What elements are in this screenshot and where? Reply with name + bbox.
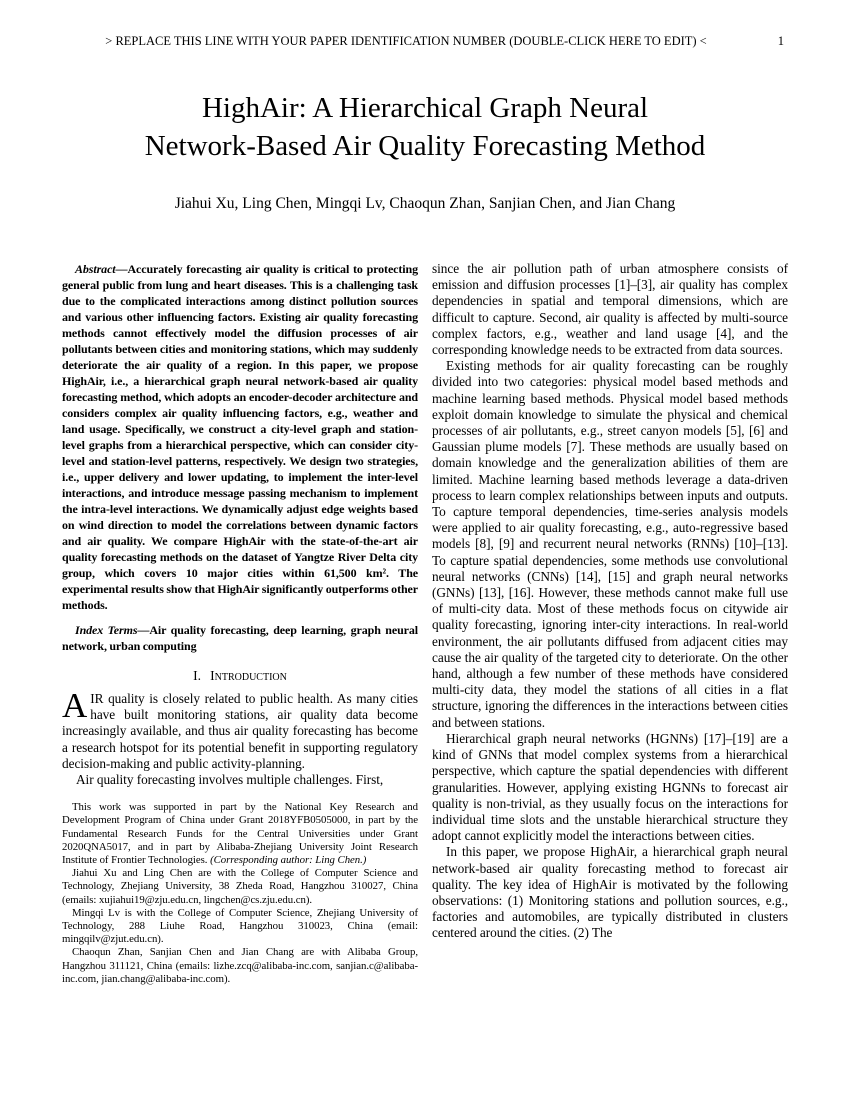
right-paragraph-1: since the air pollution path of urban atmosphere consists of emission and diffusion processes [1]–[3], air quality has complex dependencies in spatial and temporal dimensions, which are difficult to capture. Second, air quality is affected by multi-source complex factors, e.g., weather and land usage [4], and the corresponding knowledge needs to be extracted from data sources. [432, 261, 788, 358]
right-column [432, 261, 788, 986]
page-number: 1 [777, 34, 784, 48]
paper-title-line2: Network-Based Air Quality Forecasting Method [144, 130, 706, 162]
intro-paragraph-1 [62, 686, 418, 772]
author-list: Jiahui Xu, Ling Chen, Mingqi Lv, Chaoqun Zhan, Sanjian Chen, and Jian Chang [174, 195, 676, 212]
abstract-paragraph [62, 261, 418, 613]
affiliation-note-3: Chaoqun Zhan, Sanjian Chen and Jian Chang are with Alibaba Group, Hangzhou 311121, China (emails: lizhe.zcq@alibaba-inc.com, sanjian.c@alibaba-inc.com, jian.chang@alibaba-inc.com). [62, 946, 418, 985]
corresponding-author-note: (Corresponding author: Ling Chen.) [210, 854, 367, 867]
paper-title-line1: HighAir: A Hierarchical Graph Neural [201, 92, 649, 124]
index-terms-text: —Air quality forecasting, deep learning, graph neural network, urban computing [62, 623, 419, 653]
running-head: > REPLACE THIS LINE WITH YOUR PAPER IDENTIFICATION NUMBER (DOUBLE-CLICK HERE TO EDIT) < [105, 34, 707, 48]
paper-title [0, 89, 850, 165]
section-number: I. [193, 668, 202, 683]
affiliation-note-2: Mingqi Lv is with the College of Computer Science, Zhejiang University of Technology, 288 Liuhe Road, Hangzhou 310023, China (email: mingqilv@zjut.edu.cn). [62, 906, 418, 946]
index-terms-paragraph [62, 622, 418, 654]
right-paragraph-4: In this paper, we propose HighAir, a hierarchical graph neural network-based air quality forecasting method to forecast air quality. The key idea of HighAir is motivated by the following observations: (1) Monitoring stations and pollution sources, e.g., factories and automobiles, are typically distributed in clusters centered around the cities. (2) The [432, 844, 788, 941]
right-paragraph-2: Existing methods for air quality forecasting can be roughly divided into two categories: physical model based methods and machine learning based methods. Physical model based methods exploit domain knowledge to simulate the physical and chemical processes of air pollutants, e.g., street canyon models [5], [6] and Gaussian plume models [7]. These methods are usually based on domain knowledge and the generalization abilities of them are limited. Machine learning based methods leverage a data-driven process to learn complex relationships between inputs and outputs. To capture temporal dependencies, time-series analysis models were applied to air quality forecasting, e.g., auto-regressive based models [8], [9] and recurrent neural networks (RNNs) [10]–[13]. To capture spatial dependencies, some methods use convolutional neural networks (CNNs) [14], [15] and graph neural networks (GNNs) [13], [16]. However, these methods cannot make full use of multi-city data. Most of these methods focus on citywide air quality forecasting, ignoring inter-city interactions. In real-world environment, the air pollutants diffused from adjacent cities may cause the air quality of the targeted city to deteriorate. On the other hand, although a few number of these methods have considered multi-city data, they model the stations of all cities in a flat structure, ignoring the differences in the interactions between cities and between stations. [432, 358, 788, 730]
section-heading-introduction [62, 668, 418, 684]
funding-note-text: This work was supported in part by the National Key Research and Development Program of China under Grant 2018YFB0505000, in part by the Fundamental Research Funds for the Central Universities under Grant 2020QNA5017, and in part by Alibaba-Zhejiang University Joint Research Institute of Frontier Technologies. [62, 801, 418, 867]
intro-paragraph-2: Air quality forecasting involves multiple challenges. First, [76, 772, 384, 788]
intro-paragraph-1-text: IR quality is closely related to public health. As many cities have built monitoring stations, air quality data become increasingly available, and thus air quality forecasting has become a research hotspot for its potential benefit in supporting regulatory decision-making and public activity-planning. [62, 691, 418, 771]
section-title: Introduction [210, 668, 287, 683]
dropcap-letter: A [62, 686, 88, 725]
affiliation-note-1: Jiahui Xu and Ling Chen are with the College of Computer Science and Technology, Zhejiang University, 38 Zheda Road, Hangzhou 310027, China (emails: xujiahui19@zju.edu.cn, lingchen@cs.zju.edu.cn). [62, 867, 418, 906]
index-terms-label: Index Terms [75, 623, 138, 637]
funding-note [62, 801, 418, 867]
abstract-label: Abstract [75, 262, 116, 276]
first-page-footnote [62, 801, 418, 986]
left-column [62, 261, 418, 986]
abstract-text: —Accurately forecasting air quality is critical to protecting general public from lung and heart diseases. This is a challenging task due to the complicated interactions among distinct pollution sources and various other influencing factors. Existing air quality forecasting methods cannot effectively model the diffusion processes of air pollutants between cities and monitoring stations, which may suddenly deteriorate the air quality of a region. In this paper, we propose HighAir, i.e., a hierarchical graph neural network-based air quality forecasting method, which adopts an encoder-decoder architecture and considers complex air quality influencing factors, e.g., weather and land usage. Specifically, we construct a city-level graph and station-level graphs from a hierarchical perspective, which can consider city-level and station-level patterns, respectively. We design two strategies, i.e., upper delivery and lower updating, to implement the inter-level interactions, and introduce message passing mechanism to implement the intra-level interactions. We dynamically adjust edge weights based on wind direction to model the correlations between dynamic factors and air quality. We compare HighAir with the state-of-the-art air quality forecasting methods on the dataset of Yangtze River Delta city group, which covers 10 major cities within 61,500 km². The experimental results show that HighAir significantly outperforms other methods. [62, 262, 418, 612]
right-paragraph-3: Hierarchical graph neural networks (HGNNs) [17]–[19] are a kind of GNNs that model complex systems from a hierarchical perspective, which capture the spatial dependencies with different granularities. However, applying existing HGNNs to forecast air quality is non-trivial, as they usually focus on the interactions for individual time slots and the unstable hierarchical structure they adopt cannot explicitly model the interactions between cities. [432, 730, 788, 844]
two-column-body [62, 261, 788, 986]
